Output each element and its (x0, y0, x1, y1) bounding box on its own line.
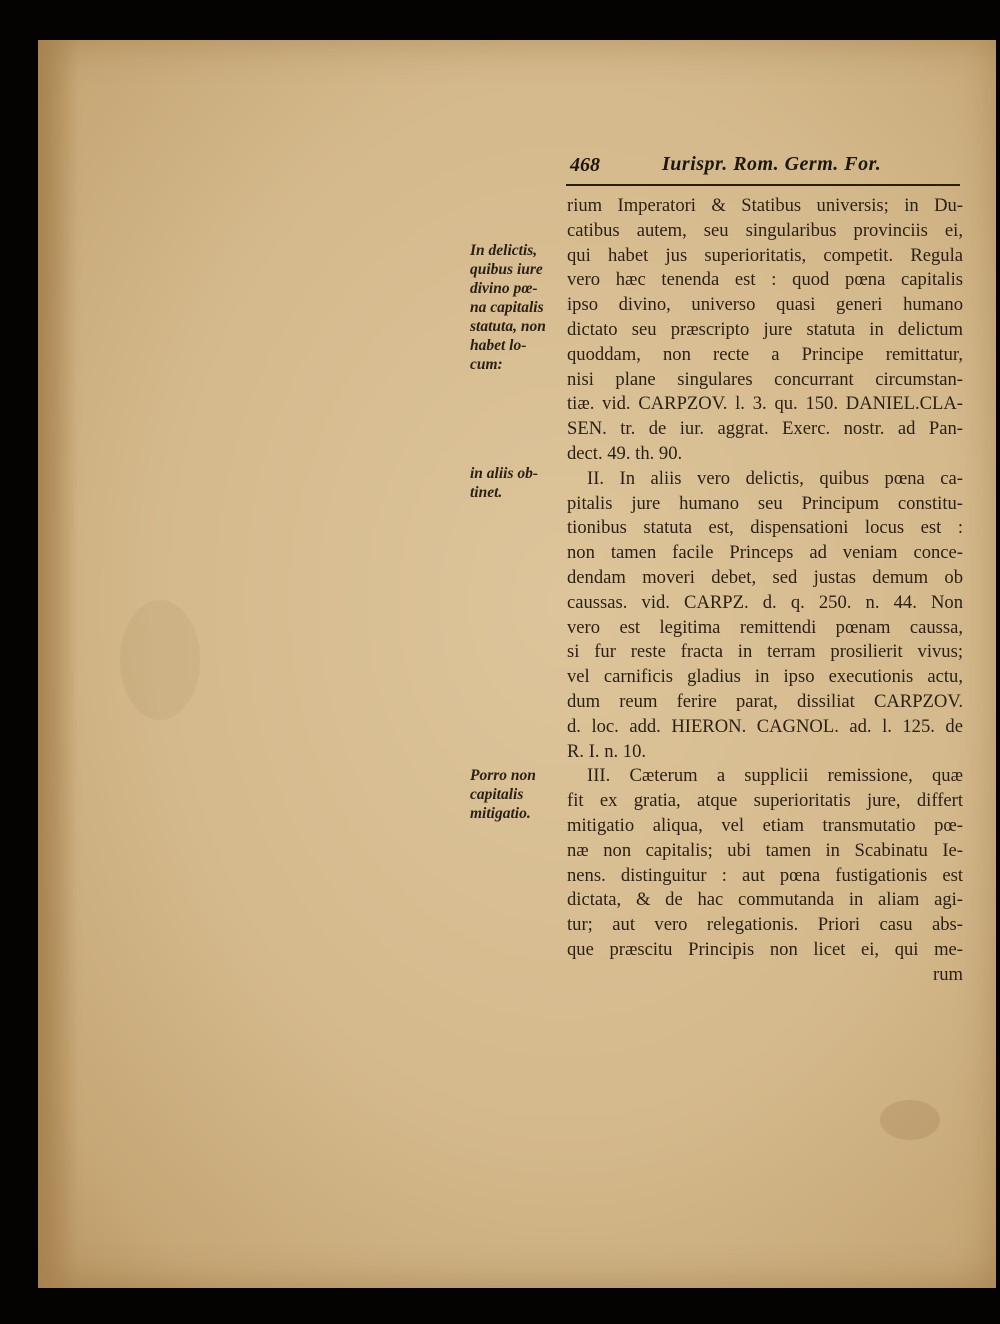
text-line: fit ex gratia, atque superioritatis jure, differt (567, 790, 963, 812)
page-header (566, 150, 960, 186)
margin-note-line: Porro non (470, 767, 536, 784)
margin-note-line: In delictis, (470, 242, 538, 259)
page-number: 468 (570, 154, 600, 176)
text-line: tionibus statuta est, dispensationi locus est : (567, 517, 963, 539)
text-line: nisi plane singulares concurrant circumstan- (567, 368, 963, 390)
text-line: si fur reste fracta in terram prosilierit vivus; (567, 641, 963, 663)
margin-note-line: cum: (470, 356, 503, 373)
text-line: dum reum ferire parat, dissiliat CARPZOV. (567, 690, 963, 712)
text-line: dendam moveri debet, sed justas demum ob (567, 566, 963, 588)
text-line: que præscitu Principis non licet ei, qui me- (567, 938, 963, 960)
margin-note-line: na capitalis (470, 299, 544, 316)
text-line: tiæ. vid. CARPZOV. l. 3. qu. 150. DANIEL.CLA- (567, 393, 963, 415)
page-gutter-shadow (38, 40, 78, 1288)
margin-note (470, 241, 570, 374)
text-line: catibus autem, seu singularibus provinciis ei, (567, 219, 963, 241)
text-line: d. loc. add. HIERON. CAGNOL. ad. l. 125. de (567, 715, 963, 737)
text-line: II. In aliis vero delictis, quibus pœna ca- (587, 467, 963, 489)
margin-note-line: habet lo- (470, 337, 527, 354)
catchword: rum (933, 963, 963, 985)
text-line: vero hæc tenenda est : quod pœna capitalis (567, 269, 963, 291)
body-text (567, 194, 963, 988)
margin-note-line: statuta, non (470, 318, 546, 335)
text-line: R. I. n. 10. (567, 740, 647, 762)
text-line: nens. distinguitur : aut pœna fustigationis est (567, 864, 963, 886)
text-line: quoddam, non recte a Principe remittatur, (567, 343, 963, 365)
running-head: Iurispr. Rom. Germ. For. (662, 153, 882, 175)
paper-stain (880, 1100, 940, 1140)
text-line: næ non capitalis; ubi tamen in Scabinatu Ie- (567, 839, 963, 861)
text-line: tur; aut vero relegationis. Priori casu abs- (567, 914, 963, 936)
margin-note-line: capitalis (470, 786, 524, 803)
text-line: mitigatio aliqua, vel etiam transmutatio pœ- (567, 814, 963, 836)
text-line: SEN. tr. de iur. aggrat. Exerc. nostr. ad Pan- (567, 418, 963, 440)
text-line: III. Cæterum a supplicii remissione, quæ (587, 765, 963, 787)
text-line: vel carnificis gladius in ipso executionis actu, (567, 666, 963, 688)
margin-note-line: tinet. (470, 484, 503, 501)
margin-note (470, 464, 570, 502)
text-line: non tamen facile Princeps ad veniam conce- (567, 542, 963, 564)
text-line: ipso divino, universo quasi generi humano (567, 294, 963, 316)
text-line: qui habet jus superioritatis, competit. Regula (567, 244, 963, 266)
text-line: dictata, & de hac commutanda in aliam agi- (567, 889, 963, 911)
text-line: rium Imperatori & Statibus universis; in Du- (567, 195, 963, 216)
margin-note-line: mitigatio. (470, 805, 531, 822)
text-line: vero est legitima remittendi pœnam caussa, (567, 616, 963, 638)
margin-note (470, 766, 570, 823)
margin-note-line: divino pœ- (470, 280, 538, 297)
text-line: pitalis jure humano seu Principum constitu- (567, 492, 963, 514)
margin-note-line: quibus iure (470, 261, 543, 278)
margin-note-line: in aliis ob- (470, 465, 539, 482)
paper-stain (120, 600, 200, 720)
text-line: caussas. vid. CARPZ. d. q. 250. n. 44. Non (567, 591, 963, 613)
text-line: dect. 49. th. 90. (567, 442, 683, 464)
text-line: dictato seu præscripto jure statuta in delictum (567, 318, 963, 340)
